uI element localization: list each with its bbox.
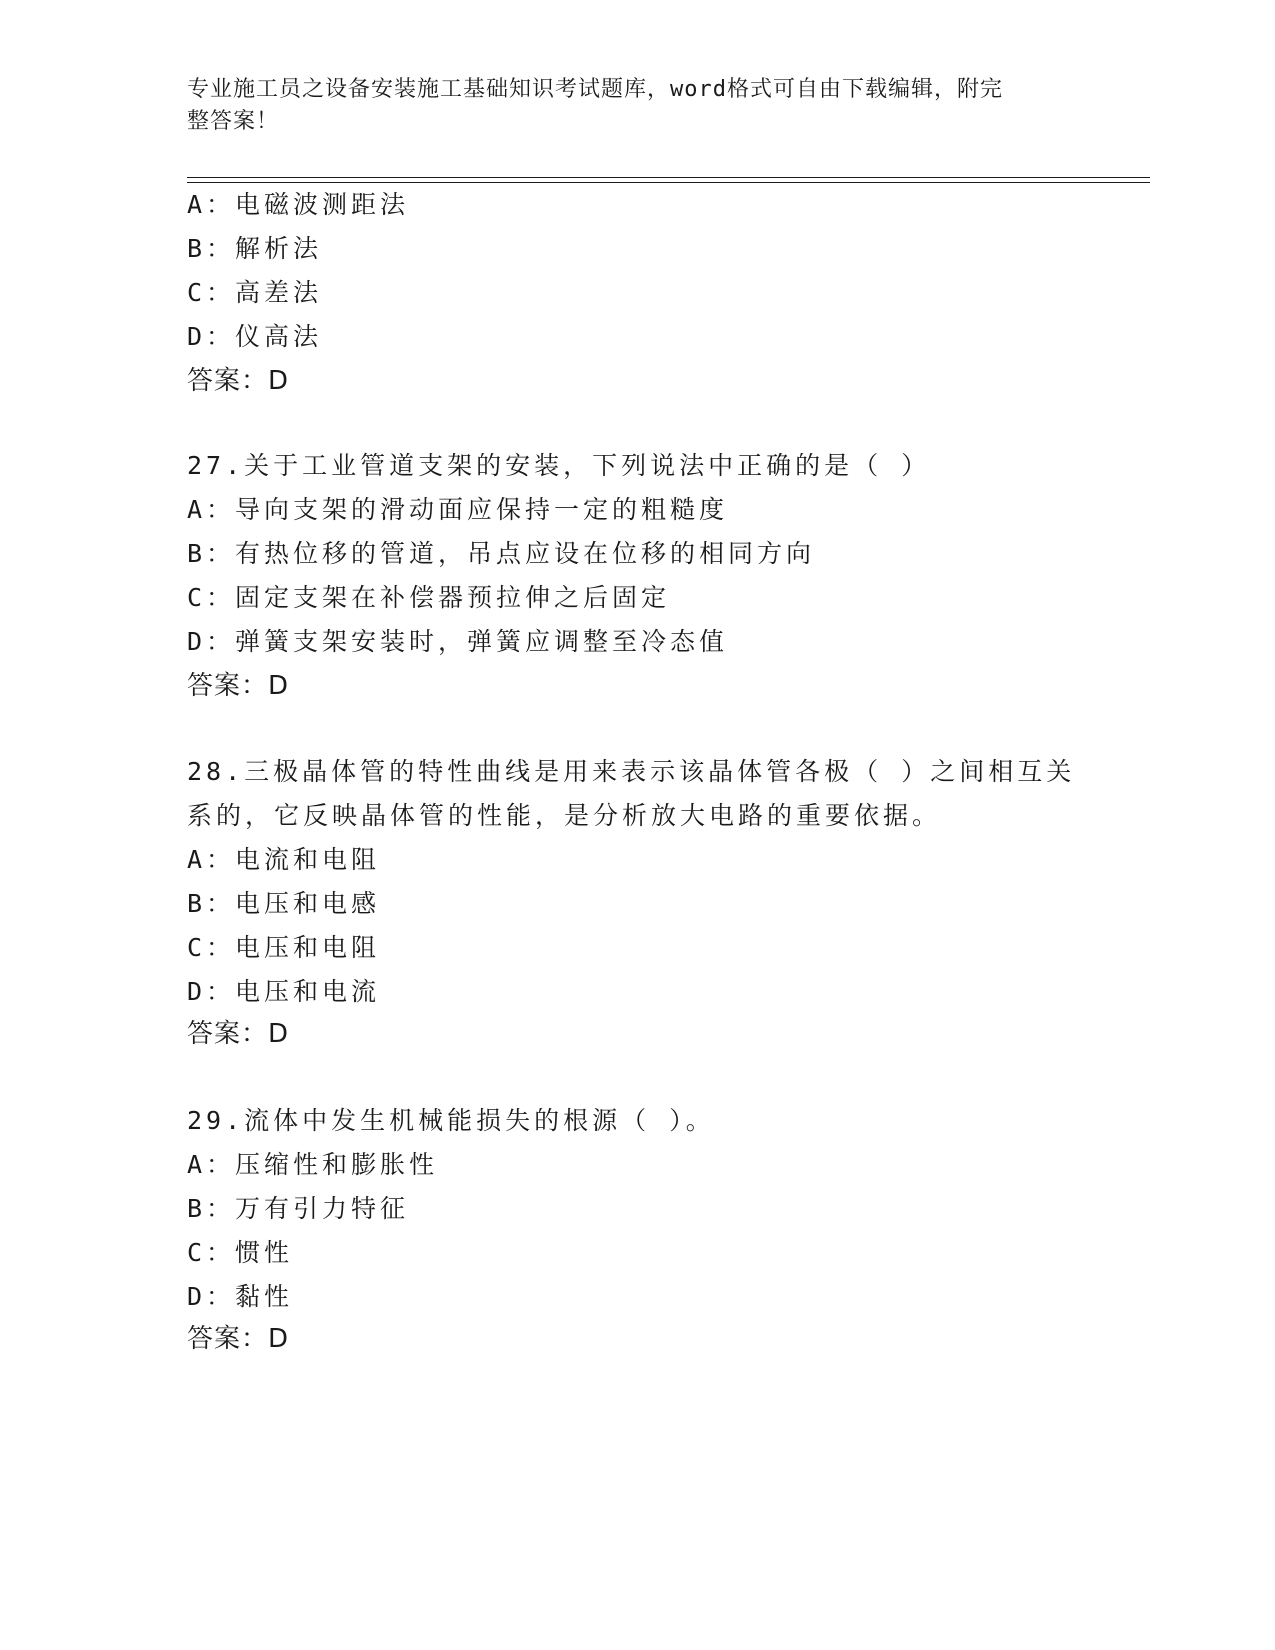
q29-option-c: C：惯性 bbox=[187, 1238, 294, 1267]
q28-answer: 答案：D bbox=[187, 1019, 290, 1049]
q27-option-a: A：导向支架的滑动面应保持一定的粗糙度 bbox=[187, 495, 729, 524]
q29-option-b: B：万有引力特征 bbox=[187, 1194, 410, 1223]
q28-question-line-2: 系的，它反映晶体管的性能，是分析放大电路的重要依据。 bbox=[187, 801, 942, 830]
header-divider-bottom bbox=[187, 182, 1150, 183]
q28-option-c: C：电压和电阻 bbox=[187, 933, 381, 962]
document-header bbox=[187, 74, 1067, 138]
q27-option-d: D：弹簧支架安装时，弹簧应调整至冷态值 bbox=[187, 627, 729, 656]
q29-question: 29.流体中发生机械能损失的根源（ ）。 bbox=[187, 1106, 715, 1135]
q28-question-line-1: 28.三极晶体管的特性曲线是用来表示该晶体管各极（ ）之间相互关 bbox=[187, 757, 1076, 786]
header-divider-top bbox=[187, 177, 1150, 178]
q27-option-c: C：固定支架在补偿器预拉伸之后固定 bbox=[187, 583, 671, 612]
header-title-line-1: 专业施工员之设备安装施工基础知识考试题库，word格式可自由下载编辑，附完 bbox=[187, 77, 1003, 102]
q27-question: 27.关于工业管道支架的安装，下列说法中正确的是（ ） bbox=[187, 451, 931, 480]
q26-option-c: C：高差法 bbox=[187, 278, 323, 307]
q28-option-b: B：电压和电感 bbox=[187, 889, 381, 918]
q28-option-d: D：电压和电流 bbox=[187, 977, 381, 1006]
q29-option-a: A：压缩性和膨胀性 bbox=[187, 1150, 439, 1179]
q29-option-d: D：黏性 bbox=[187, 1282, 294, 1311]
q26-option-d: D：仪高法 bbox=[187, 322, 323, 351]
q27-option-b: B：有热位移的管道，吊点应设在位移的相同方向 bbox=[187, 539, 816, 568]
q26-option-b: B：解析法 bbox=[187, 234, 323, 263]
q29-answer: 答案：D bbox=[187, 1324, 290, 1354]
q26-option-a: A：电磁波测距法 bbox=[187, 190, 410, 219]
header-title-line-2: 整答案！ bbox=[187, 109, 280, 134]
q27-answer: 答案：D bbox=[187, 671, 290, 701]
q28-option-a: A：电流和电阻 bbox=[187, 845, 381, 874]
q26-answer: 答案：D bbox=[187, 366, 290, 396]
